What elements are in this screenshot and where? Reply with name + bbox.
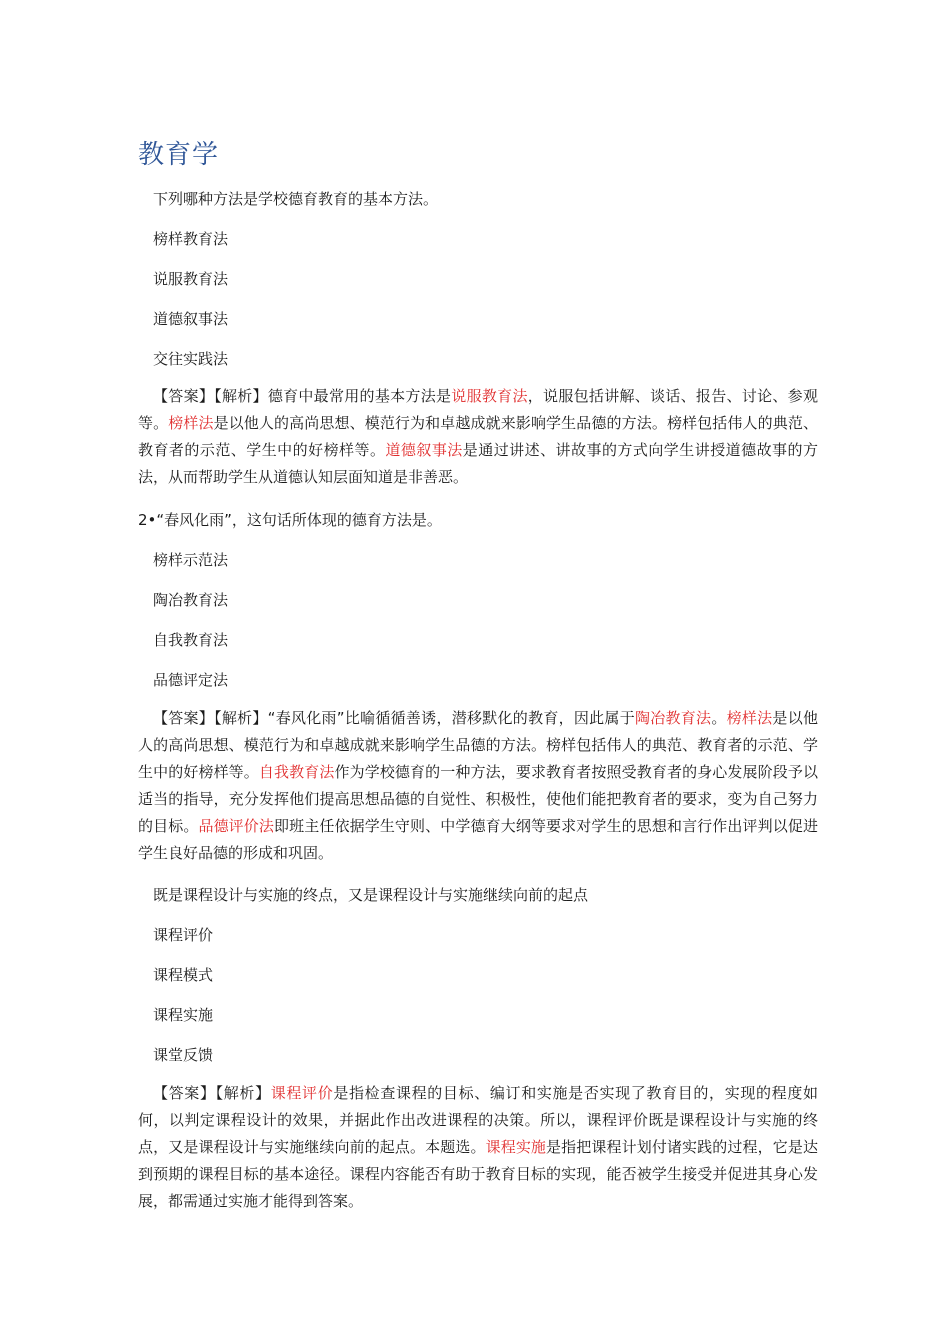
q1-option-4: 交往实践法 xyxy=(153,350,229,368)
q2-analysis-text-5: 即班主任依据学生守则、中学德育大纲等要求对学生的思想和言行作出评判以促进学生良好品德的形成和巩固。 xyxy=(138,817,818,862)
q3-option-1: 课程评价 xyxy=(153,926,214,944)
q2-analysis-text-3: 是以他人的高尚思想、模范行为和卓越成就来影响学生品德的方法。榜样包括伟人的典范、教育者的示范、学生中的好榜样等。 xyxy=(138,709,818,781)
q1-analysis-text-1: 【答案】【解析】德育中最常用的基本方法是 xyxy=(153,387,452,405)
q2-analysis xyxy=(138,705,818,867)
question-3: 既是课程设计与实施的终点，又是课程设计与实施继续向前的起点 xyxy=(153,886,589,904)
q1-analysis xyxy=(138,383,818,491)
q3-option-2: 课程模式 xyxy=(153,966,214,984)
q1-option-3: 道德叙事法 xyxy=(153,310,229,328)
q3-analysis-text-3: 是指把课程计划付诸实践的过程，它是达到预期的课程目标的基本途径。课程内容能否有助于教育目标的实现，能否被学生接受并促进其身心发展，都需通过实施才能得到答案。 xyxy=(138,1138,818,1210)
q3-analysis-text-2: 是指检查课程的目标、编订和实施是否实现了教育目的，实现的程度如何，以判定课程设计的效果，并据此作出改进课程的决策。所以，课程评价既是课程设计与实施的终点，又是课程设计与实施继续向前的起点。本题选。 xyxy=(138,1084,818,1156)
q3-highlight-1: 课程评价 xyxy=(270,1084,334,1102)
q3-highlight-2: 课程实施 xyxy=(485,1138,547,1156)
question-1: 下列哪种方法是学校德育教育的基本方法。 xyxy=(153,190,439,208)
q2-highlight-4: 品德评价法 xyxy=(198,817,275,835)
q2-analysis-text-4: 作为学校德育的一种方法，要求教育者按照受教育者的身心发展阶段予以适当的指导，充分发挥他们提高思想品德的自觉性、积极性，使他们能把教育者的要求，变为自己努力的目标。 xyxy=(138,763,818,835)
q3-option-3: 课程实施 xyxy=(153,1006,214,1024)
q2-highlight-2: 榜样法 xyxy=(726,709,773,727)
q2-analysis-text-1: 【答案】【解析】“春风化雨”比喻循循善诱，潜移默化的教育，因此属于 xyxy=(153,709,635,727)
q3-analysis xyxy=(138,1080,818,1215)
q1-analysis-text-4: 是通过讲述、讲故事的方式向学生讲授道德故事的方法，从而帮助学生从道德认知层面知道是非善恶。 xyxy=(138,441,818,486)
page-title: 教育学 xyxy=(138,140,220,170)
q3-option-4: 课堂反馈 xyxy=(153,1046,214,1064)
q2-option-3: 自我教育法 xyxy=(153,631,229,649)
q2-highlight-3: 自我教育法 xyxy=(258,763,335,781)
q2-highlight-1: 陶冶教育法 xyxy=(634,709,712,727)
q2-analysis-text-2: 。 xyxy=(711,709,727,727)
q3-analysis-text-1: 【答案】【解析】 xyxy=(153,1084,271,1102)
q1-highlight-2: 榜样法 xyxy=(168,414,214,432)
q1-analysis-text-2: ，说服包括讲解、谈话、报告、讨论、参观等。 xyxy=(138,387,818,432)
question-2: 2•“春风化雨”，这句话所体现的德育方法是。 xyxy=(138,511,442,529)
q1-highlight-3: 道德叙事法 xyxy=(385,441,463,459)
q1-highlight-1: 说服教育法 xyxy=(451,387,528,405)
q2-option-4: 品德评定法 xyxy=(153,671,229,689)
q1-option-2: 说服教育法 xyxy=(153,270,229,288)
q2-option-1: 榜样示范法 xyxy=(153,551,229,569)
q1-option-1: 榜样教育法 xyxy=(153,230,229,248)
q1-analysis-text-3: 是以他人的高尚思想、模范行为和卓越成就来影响学生品德的方法。榜样包括伟人的典范、教育者的示范、学生中的好榜样等。 xyxy=(138,414,818,459)
q2-option-2: 陶冶教育法 xyxy=(153,591,229,609)
